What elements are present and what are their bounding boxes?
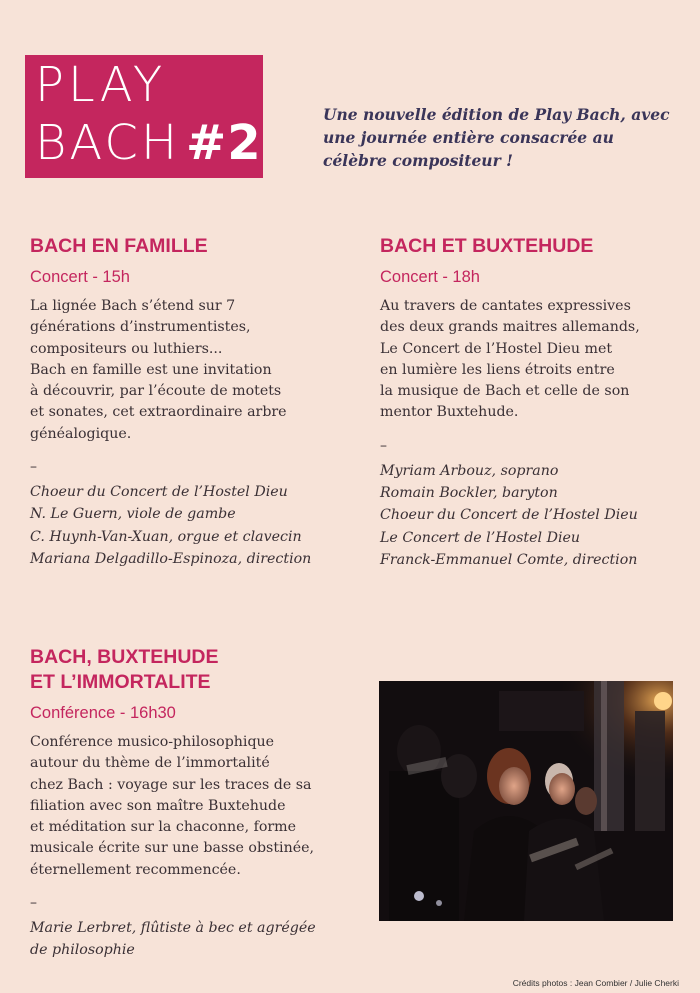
credit-line: Choeur du Concert de l’Hostel Dieu [380,507,638,524]
intro-text: Une nouvelle édition de Play Bach, avec une journée entière consacrée au célèbre compositeur ! [323,105,670,170]
section-credits [30,481,350,570]
credit-line: Le Concert de l’Hostel Dieu [380,529,581,546]
credit-line: Franck-Emmanuel Comte, direction [380,551,638,568]
section-divider: – [30,459,37,476]
section-description: Au travers de cantates expressives des deux grands maitres allemands, Le Concert de l’Hostel Dieu met en lumière les liens étroits entre la musique de Bach et celle de son mentor Buxtehude. [380,298,640,421]
logo-line-2 [35,115,262,171]
section-bach-et-buxtehude [380,234,680,571]
choir-photo-illustration [379,681,673,921]
credit-line: Choeur du Concert de l’Hostel Dieu [30,484,288,501]
section-time: Conférence - 16h30 [30,704,176,722]
section-credits [30,917,350,962]
section-divider: – [380,437,387,454]
section-time: Concert - 15h [30,268,130,286]
section-credits [380,460,680,571]
credit-line: Marie Lerbret, flûtiste à bec et agrégée [30,920,316,937]
photo-credit: Crédits photos : Jean Combier / Julie Cherki [512,978,679,988]
credit-line: Romain Bockler, baryton [380,485,558,502]
choir-photo [379,681,673,921]
section-bach-en-famille [30,234,350,570]
section-immortalite [30,645,350,962]
logo-bach: BACH [35,115,181,171]
credit-line: Mariana Delgadillo-Espinoza, direction [30,550,312,567]
section-description: La lignée Bach s’étend sur 7 générations d’instrumentistes, compositeurs ou luthiers... Bach en famille est une invitation à découvrir, par l’écoute de motets et sonates, cet extraordinaire arbre généalogique. [30,298,287,442]
section-time: Concert - 18h [380,268,480,286]
credit-line: C. Huynh-Van-Xuan, orgue et clavecin [30,528,302,545]
logo-line-1: PLAY [35,57,167,113]
credit-line: de philosophie [30,942,135,959]
section-title: BACH, BUXTEHUDE ET L’IMMORTALITE [30,646,219,693]
credit-line: N. Le Guern, viole de gambe [30,506,236,523]
credit-line: Myriam Arbouz, soprano [380,462,559,479]
play-bach-logo [25,55,263,178]
section-title: BACH ET BUXTEHUDE [380,235,594,257]
logo-number: #2 [186,115,262,171]
section-title: BACH EN FAMILLE [30,235,208,257]
section-description: Conférence musico-philosophique autour du thème de l’immortalité chez Bach : voyage sur les traces de sa filiation avec son maître Buxtehude et méditation sur la chaconne, forme musicale écrite sur une basse obstinée, éternellement recommencée. [30,734,315,878]
section-divider: – [30,895,37,912]
